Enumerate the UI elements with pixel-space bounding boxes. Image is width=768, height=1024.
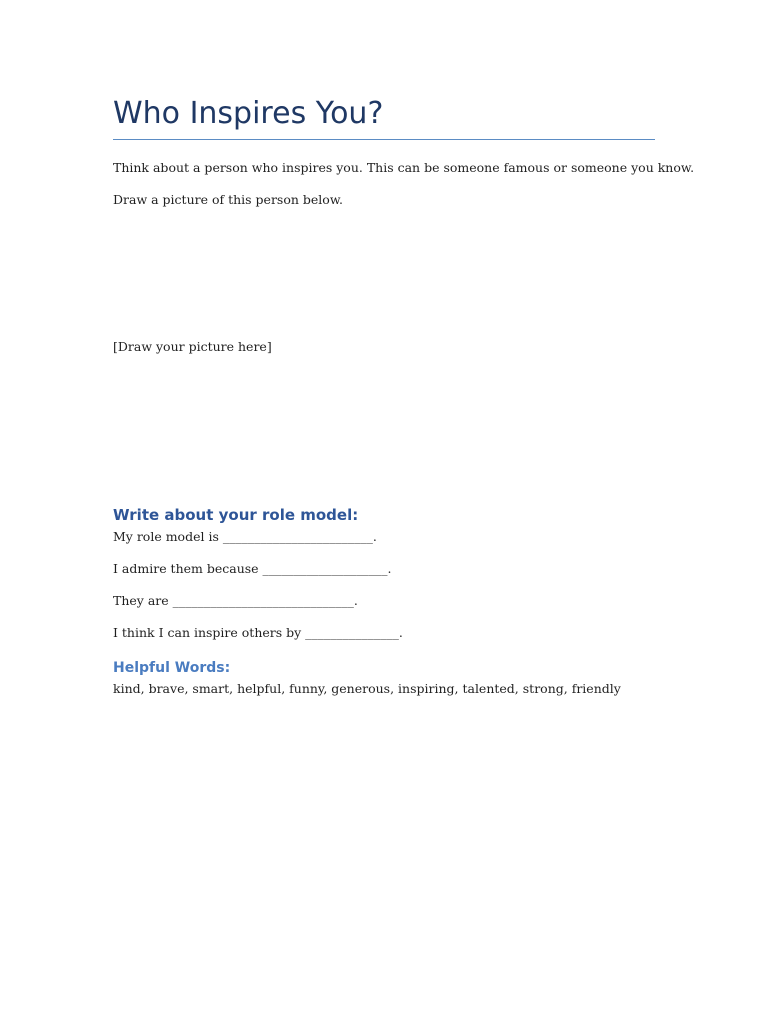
intro-paragraph: Think about a person who inspires you. This can be someone famous or someone you know.	[113, 160, 695, 175]
prompt-role-model: My role model is ________________________.	[113, 529, 377, 544]
title-underline-divider	[113, 139, 655, 140]
write-section-heading: Write about your role model:	[113, 506, 359, 524]
draw-instruction: Draw a picture of this person below.	[113, 192, 344, 207]
document-title: Who Inspires You?	[113, 96, 384, 131]
helpful-words-heading: Helpful Words:	[113, 660, 231, 676]
prompt-inspire-others: I think I can inspire others by _______________.	[113, 625, 403, 640]
prompt-they-are: They are _____________________________.	[113, 593, 358, 608]
prompt-admire: I admire them because ____________________.	[113, 561, 392, 576]
helpful-words-list: kind, brave, smart, helpful, funny, generous, inspiring, talented, strong, friendly	[113, 681, 621, 696]
drawing-area-placeholder: [Draw your picture here]	[113, 339, 272, 354]
